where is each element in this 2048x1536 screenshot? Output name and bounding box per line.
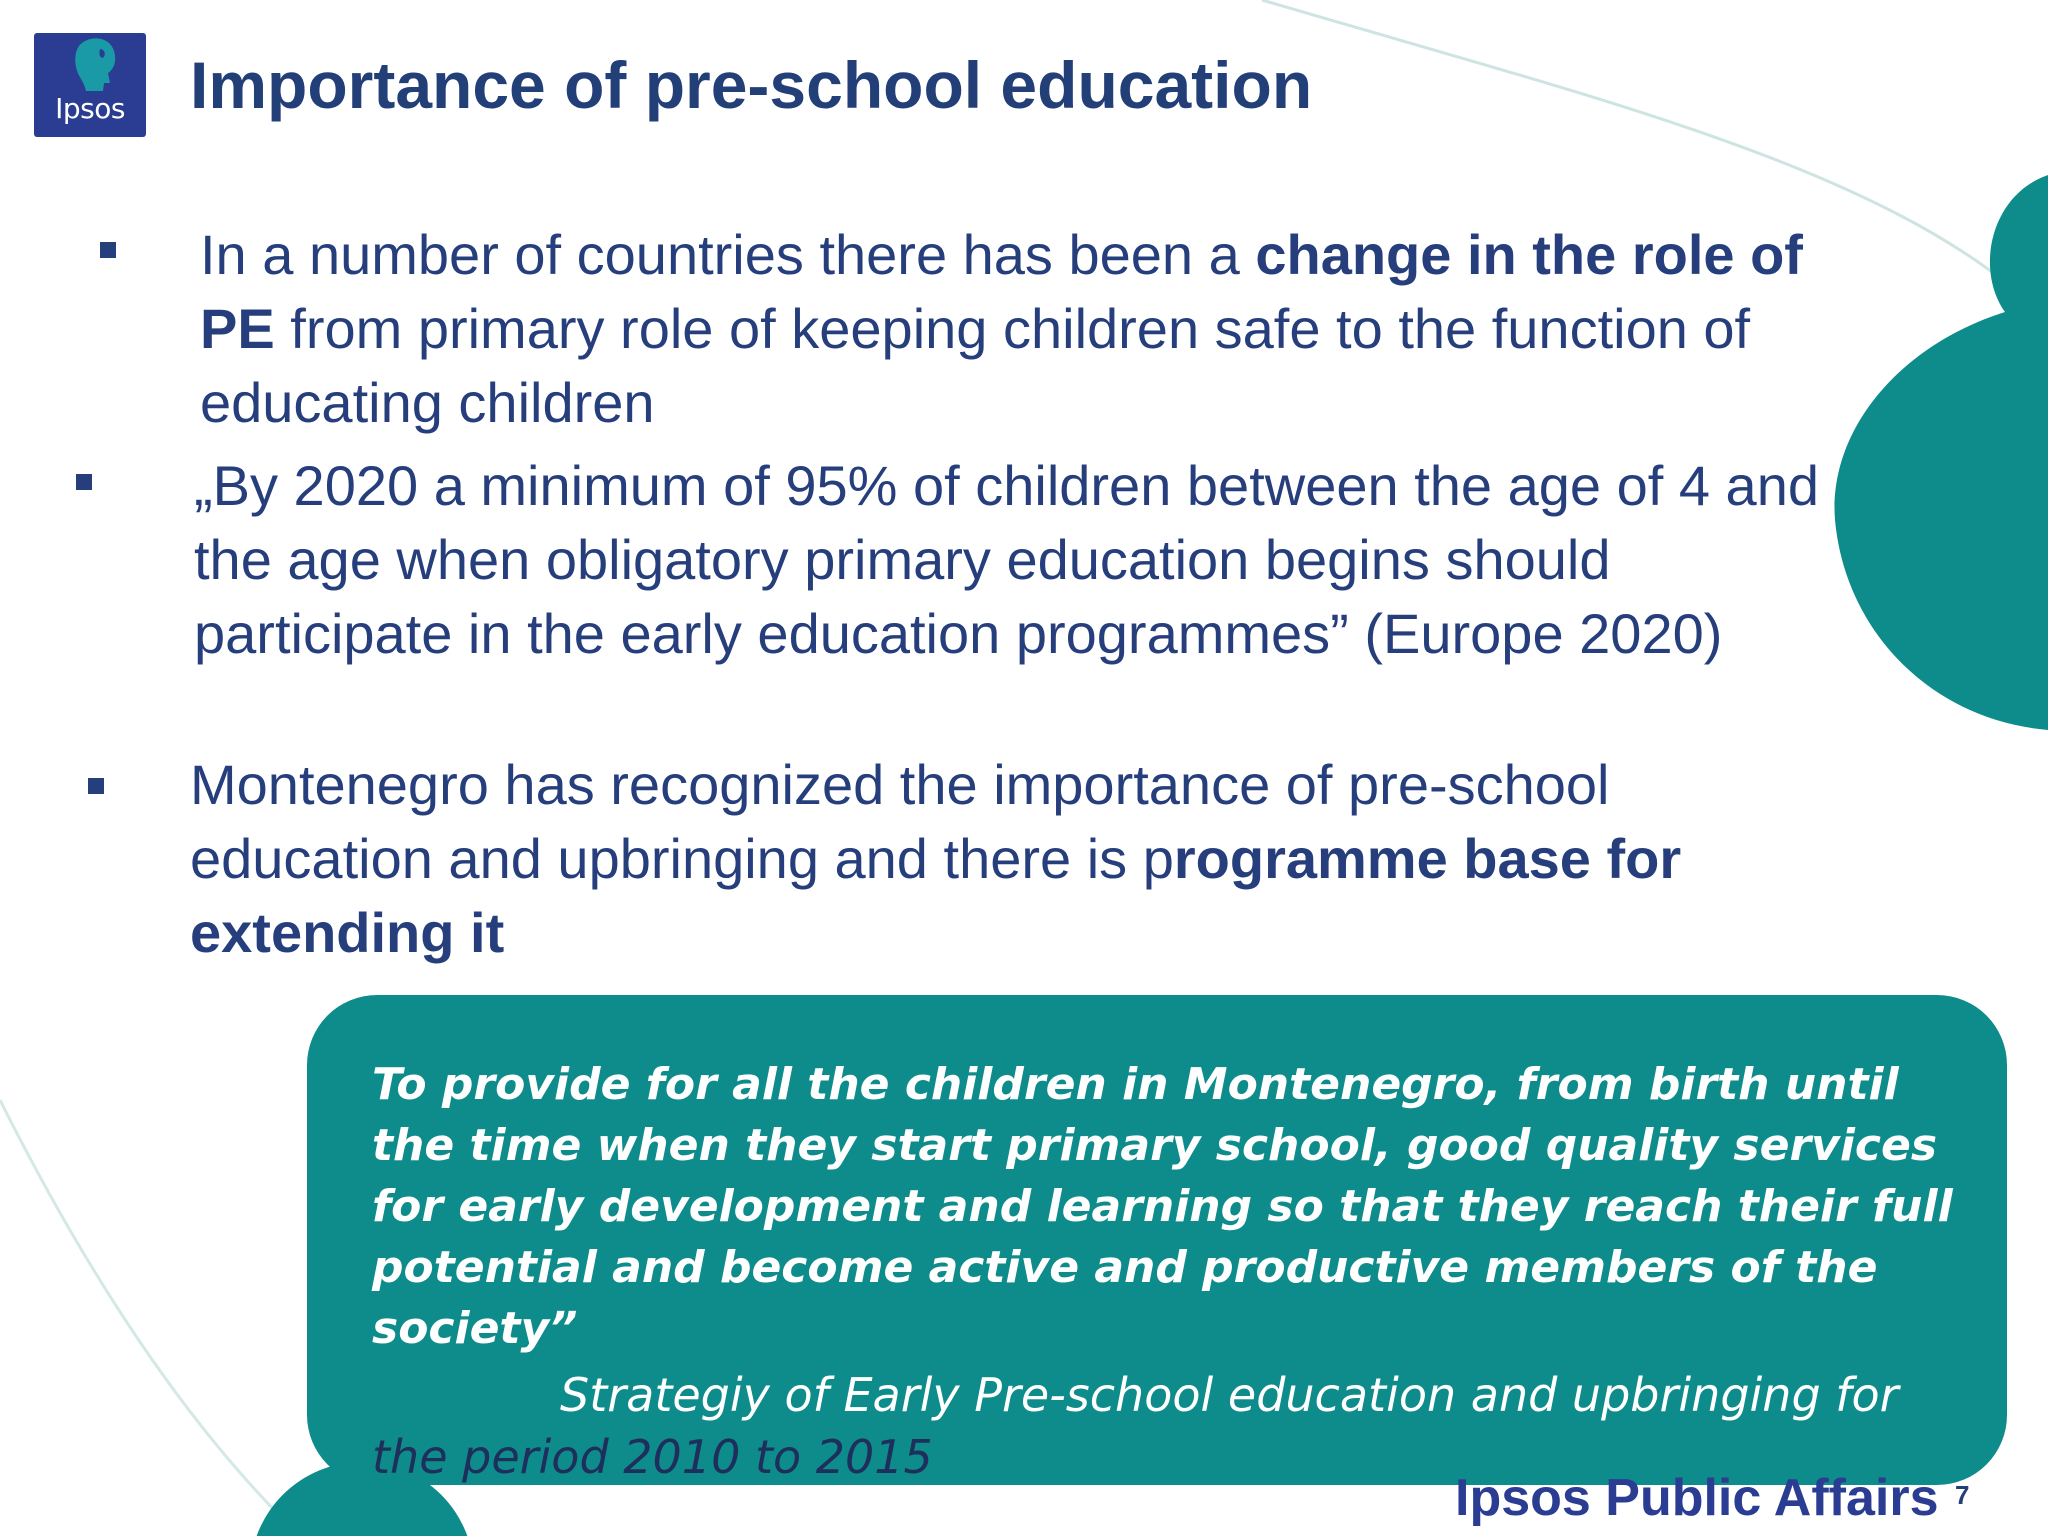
logo-text: Ipsos [55,92,125,125]
bullet-1 [200,218,1820,440]
bullet-1-text-start: In a number of countries there has been a [200,223,1256,286]
bullet-2: „By 2020 a minimum of 95% of children between the age of 4 and the age when obligatory primary education begins should participate in the early education programmes” (Europe 2020) [194,454,1819,665]
bullet-3-highlight: rogramme base for extending it [190,827,1682,964]
ipsos-logo [34,33,146,137]
bullet-3 [190,748,1810,970]
bullet-1-text-end: from primary role of keeping children safe to the function of educating children [200,297,1751,434]
bullet-marker-3 [88,778,104,794]
quote-source-line-1: Strategiy of Early Pre-school education and upbringing for [560,1368,1899,1422]
bullet-1-highlight: change in the role of PE [200,223,1803,360]
quote-source-line-2: the period 2010 to 2015 [372,1430,933,1484]
bullet-marker-2 [76,474,92,490]
slide-title: Importance of pre-school education [190,48,1313,122]
footer-brand: Ipsos Public Affairs [1455,1469,1939,1527]
bullet-marker-1 [100,242,116,258]
strategy-quote: To provide for all the children in Montenegro, from birth until the time when they start primary school, good quality services for early development and learning so that they reach their full potential and become active and productive members of the society” [372,1059,1953,1354]
decorative-arc-left [0,1100,300,1536]
page-number: 7 [1955,1480,1970,1510]
bullet-3-text-start: Montenegro has recognized the importance of pre-school education and upbringing and there is p [190,753,1610,890]
